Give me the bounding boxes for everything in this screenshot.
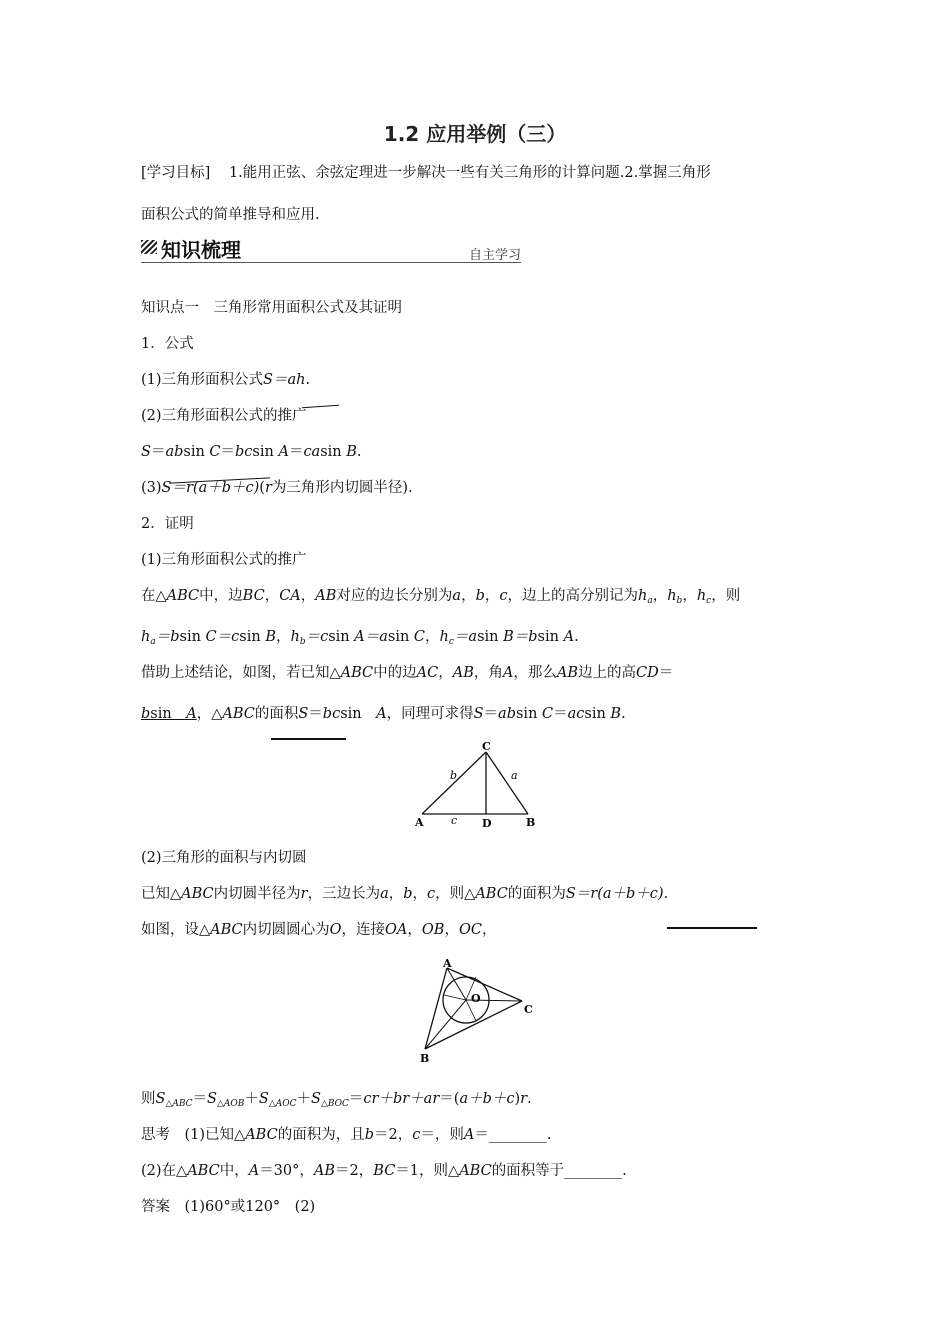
text-run: ABC (222, 706, 255, 722)
knowledge-point-1: 知识点一 三角形常用面积公式及其证明 (141, 300, 402, 316)
text-run: B (265, 629, 276, 645)
text-run: ＝b (155, 629, 180, 645)
proof-1-line-4 (141, 704, 626, 724)
think-2 (141, 1161, 627, 1181)
page-title: 1.2 应用举例（三） (383, 122, 567, 146)
text-run: 的面积等于________. (491, 1163, 627, 1179)
text-run: ， (484, 588, 500, 604)
text-run: ，三边长为 (307, 886, 381, 902)
formula-1 (141, 370, 310, 390)
text-run: ， (425, 629, 440, 645)
side-b (422, 752, 486, 814)
text-run: sin (239, 629, 266, 645)
text-run: ，则 (711, 588, 741, 604)
text-run: △ABC (165, 1099, 193, 1109)
text-run: ＝2， (374, 1127, 413, 1143)
text-run: O (329, 922, 342, 938)
text-run: h (141, 629, 151, 645)
text-run: S＝r(a＋b＋c) (161, 480, 260, 496)
text-run: C (205, 629, 217, 645)
section-banner (141, 234, 521, 263)
text-run: ( (259, 480, 265, 496)
text-run: A (502, 665, 514, 681)
text-run: 的面积 (254, 706, 299, 722)
text-run: ，连接 (341, 922, 386, 938)
text-run: a＋b＋c (459, 1091, 515, 1107)
text-run: ＝30°， (259, 1163, 314, 1179)
text-run: AB (315, 588, 337, 604)
section-proof: 2．证明 (141, 516, 194, 532)
text-run: 已知△ (141, 886, 182, 902)
text-run: B (503, 629, 514, 645)
section-formula: 1．公式 (141, 336, 194, 352)
proof-2-line-3 (141, 1089, 532, 1114)
objectives-line-2: 面积公式的简单推导和应用. (141, 207, 320, 223)
text-run: h (637, 588, 648, 604)
text-run: ＝ (483, 706, 499, 722)
label-A: A (415, 816, 424, 829)
text-run: sin (477, 629, 504, 645)
incircle-figure (410, 955, 540, 1067)
text-run: ＝c (216, 629, 240, 645)
text-run: c (412, 1127, 421, 1143)
text-run: h (667, 588, 677, 604)
text-run: c (706, 596, 712, 606)
label-B: B (526, 816, 536, 829)
think-1 (141, 1125, 551, 1145)
text-run: CD (636, 665, 659, 681)
text-run: S＝ah (263, 372, 306, 388)
text-run: ＝a (453, 629, 478, 645)
label-O: O (471, 992, 481, 1005)
text-run: ＝ (192, 1091, 208, 1107)
text-run: ABC (187, 1163, 220, 1179)
text-run: c (427, 886, 436, 902)
text-run: c (448, 637, 454, 647)
triangle-altitude-figure (405, 738, 545, 832)
text-run: ＝2， (335, 1163, 374, 1179)
underline-mark (302, 405, 339, 409)
text-run: 借助上述结论，如图，若已知△ (141, 665, 341, 681)
text-run: S (155, 1091, 166, 1107)
label-B2: B (420, 1052, 430, 1065)
text-run: b (475, 588, 485, 604)
text-run: △BOC (320, 1099, 349, 1109)
objectives-text-1: 1.能用正弦、余弦定理进一步解决一些有关三角形的计算问题.2.掌握三角形 (228, 165, 711, 181)
text-run: OC (458, 922, 482, 938)
text-run: ，那么 (513, 665, 557, 681)
text-run: 内切圆圆心为 (242, 922, 330, 938)
label-c: c (451, 814, 458, 827)
text-run: OB (421, 922, 445, 938)
text-run: ac (567, 706, 585, 722)
text-run: A (354, 629, 365, 645)
text-run: A (376, 706, 387, 722)
text-run: . (663, 886, 669, 902)
text-run: AB (556, 665, 578, 681)
text-run: 的面积为，且 (277, 1127, 365, 1143)
text-run: S＝r(a＋b＋c) (565, 886, 664, 902)
text-run: ABC (340, 665, 374, 681)
text-run: a (380, 886, 389, 902)
text-run: ca (303, 444, 321, 460)
text-run: BC (242, 588, 265, 604)
proof-1-line-3 (141, 663, 673, 683)
text-run: S (298, 706, 309, 722)
text-run: ＝，则 (420, 1127, 464, 1143)
text-run: 中的边 (373, 665, 417, 681)
text-run: a (452, 588, 462, 604)
text-run: ， (407, 922, 422, 938)
proof-1-heading: (1)三角形面积公式的推广 (141, 552, 307, 568)
text-run: r (300, 886, 308, 902)
proof-1-line-2 (141, 627, 579, 652)
text-run: 思考 (1)已知△ (141, 1127, 246, 1143)
text-run: B (610, 706, 622, 722)
text-run: 在△ (141, 588, 167, 604)
label-D: D (482, 817, 492, 830)
text-run: 的面积为 (507, 886, 566, 902)
text-run: 内切圆半径为 (213, 886, 301, 902)
text-run: sin (252, 444, 279, 460)
text-run: CA (279, 588, 301, 604)
text-run: S (207, 1091, 217, 1107)
text-run: ABC (459, 1163, 492, 1179)
text-run: ， (438, 665, 453, 681)
text-run: ＝________. (474, 1127, 552, 1143)
side-BC (425, 1001, 522, 1049)
text-run: BC (373, 1163, 396, 1179)
text-run: ＝ (553, 706, 568, 722)
text-run: C (542, 706, 554, 722)
text-run: S (473, 706, 484, 722)
text-run: ＋ (296, 1091, 312, 1107)
text-run: h (696, 588, 707, 604)
text-run: c (499, 588, 508, 604)
text-run: 边上的高 (578, 665, 636, 681)
text-run: ) (514, 1091, 521, 1107)
proof-2-heading: (2)三角形的面积与内切圆 (141, 850, 307, 866)
banner-heading: 知识梳理 (161, 238, 241, 262)
text-run: sin (584, 706, 611, 722)
objectives-label: [学习目标] (141, 165, 211, 181)
text-run: ， (461, 588, 476, 604)
label-a: a (511, 769, 518, 782)
text-run: A (186, 706, 197, 722)
proof-2-line-1 (141, 884, 668, 904)
proof-2-line-2 (141, 920, 496, 940)
formula-2-expr (141, 442, 362, 462)
text-run: ， (264, 588, 280, 604)
text-run: 中， (219, 1163, 249, 1179)
text-run: ， (652, 588, 668, 604)
text-run: S (141, 444, 151, 460)
text-run: ABC (475, 886, 508, 902)
text-run: △AOB (216, 1099, 245, 1109)
text-run: 为三角形内切圆半径). (271, 480, 413, 496)
text-run: (2)在△ (141, 1163, 188, 1179)
text-run: A (463, 1127, 475, 1143)
text-run: ， (275, 629, 291, 645)
text-run: r (264, 480, 272, 496)
text-run: ，△ (196, 706, 223, 722)
text-run: ＋ (244, 1091, 259, 1107)
text-run: ， (481, 922, 497, 938)
text-run: ＝c (305, 629, 329, 645)
side-AB (425, 968, 447, 1049)
radius-2 (444, 995, 466, 1000)
text-run: ＝ (288, 444, 304, 460)
text-run: h (439, 629, 449, 645)
text-run: sin (150, 706, 187, 722)
text-run: . (527, 1091, 532, 1107)
text-run: sin (515, 706, 543, 722)
text-run: B (346, 444, 357, 460)
text-run: AC (416, 665, 439, 681)
text-run: ＝b (513, 629, 538, 645)
text-run: C (413, 629, 426, 645)
text-run: b (403, 886, 413, 902)
banner-side-label: 自主学习 (468, 248, 521, 263)
text-run: ， (300, 588, 316, 604)
text-run: C (209, 444, 221, 460)
text-run: ，则△ (435, 886, 476, 902)
text-run: b (364, 1127, 374, 1143)
text-run: h (290, 629, 300, 645)
text-run: r (520, 1091, 528, 1107)
text-run: ab (498, 706, 516, 722)
text-run: b (299, 637, 306, 647)
text-run: A (563, 629, 575, 645)
text-run: b (676, 596, 683, 606)
fill-blank-line-1 (271, 738, 346, 740)
text-run: A (248, 1163, 260, 1179)
text-run: △AOC (268, 1099, 297, 1109)
proof-1-line-1 (141, 586, 740, 611)
answer: 答案 (1)60°或120° (2) (141, 1199, 316, 1215)
text-run: ， (682, 588, 697, 604)
text-run: 如图，设△ (141, 922, 211, 938)
text-run: ， (444, 922, 459, 938)
text-run: S (258, 1091, 269, 1107)
text-run: ab (165, 444, 184, 460)
text-run: S (311, 1091, 321, 1107)
text-run: 中，边 (199, 588, 243, 604)
text-run: ＝ (658, 665, 674, 681)
text-run: cr＋br＋ar (363, 1091, 440, 1107)
label-C: C (482, 740, 491, 753)
text-run: AB (313, 1163, 336, 1179)
text-run: . (574, 629, 579, 645)
text-run: ＝a (364, 629, 388, 645)
text-run: ABC (210, 922, 243, 938)
text-run: ABC (166, 588, 200, 604)
text-run: sin (320, 444, 347, 460)
text-run: ＝1，则△ (395, 1163, 460, 1179)
text-run: AB (452, 665, 474, 681)
side-a (486, 752, 528, 814)
text-run: ＝ (348, 1091, 364, 1107)
text-run: ABC (245, 1127, 278, 1143)
text-run: ＝( (439, 1091, 460, 1107)
text-run: sin (183, 444, 210, 460)
text-run: . (305, 372, 311, 388)
text-run: . (621, 706, 626, 722)
text-run: ＝ (150, 444, 166, 460)
text-run: ，同理可求得 (386, 706, 474, 722)
text-run: sin (179, 629, 206, 645)
label-b: b (450, 769, 458, 782)
text-run: (3) (141, 480, 162, 496)
text-run: A (278, 444, 289, 460)
text-run: b (141, 706, 151, 722)
text-run: a (647, 596, 653, 606)
fill-blank-line-2 (667, 927, 757, 929)
text-run: ABC (181, 886, 214, 902)
text-run: ＝ (220, 444, 236, 460)
text-run: a (150, 637, 156, 647)
text-run: (1)三角形面积公式 (141, 372, 264, 388)
banner-stripe-icon (141, 240, 157, 254)
formula-2: (2)三角形面积公式的推广 (141, 408, 307, 424)
text-run: 则 (141, 1091, 156, 1107)
side-AC (447, 968, 522, 1001)
text-run: ，边上的高分别记为 (507, 588, 638, 604)
text-run: sin (328, 629, 355, 645)
label-C2: C (524, 1003, 533, 1016)
text-run: ， (388, 886, 404, 902)
text-run: ＝ (308, 706, 323, 722)
text-run: sin (537, 629, 564, 645)
objectives-line-1 (141, 163, 711, 183)
text-run: bc (322, 706, 341, 722)
text-run: ， (412, 886, 428, 902)
text-run: OA (385, 922, 408, 938)
label-A2: A (443, 957, 452, 970)
text-run: . (356, 444, 362, 460)
text-run: ，角 (473, 665, 503, 681)
text-run: bc (235, 444, 253, 460)
text-run: sin (340, 706, 377, 722)
text-run: sin (387, 629, 414, 645)
text-run: 对应的边长分别为 (336, 588, 453, 604)
